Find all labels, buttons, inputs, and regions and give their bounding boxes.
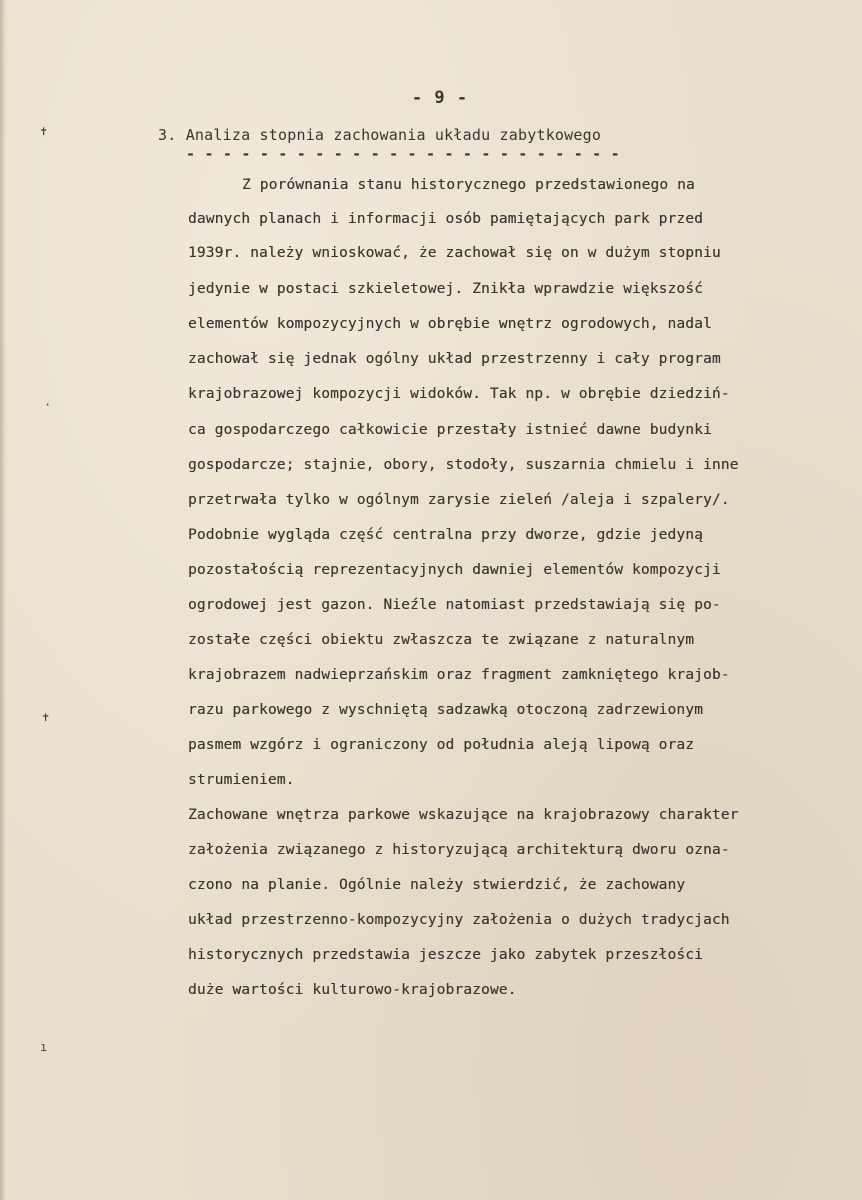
text-line: strumieniem. [188,772,295,788]
text-line: historycznych przedstawia jeszcze jako zabytek przeszłości [188,947,704,963]
text-line: przetrwała tylko w ogólnym zarysie zieleń /aleja i szpalery/. [188,492,730,508]
binding-hole-mark-icon: ✝ [40,124,48,138]
text-line: dawnych planach i informacji osób pamiętających park przed [188,211,704,227]
text-line: elementów kompozycyjnych w obrębie wnętrz ogrodowych, nadal [188,316,712,332]
text-line: zostałe części obiektu zwłaszcza te związane z naturalnym [188,632,695,648]
text-line: założenia związanego z historyzującą architekturą dworu ozna- [188,842,730,858]
text-line: krajobrazem nadwieprzańskim oraz fragment zamkniętego krajob- [188,667,730,683]
text-line: pasmem wzgórz i ograniczony od południa aleją lipową oraz [188,737,695,753]
text-line: 1939r. należy wnioskować, że zachował się on w dużym stopniu [188,245,721,261]
text-line: układ przestrzenno-kompozycyjny założenia o dużych tradycjach [188,912,730,928]
text-line: jedynie w postaci szkieletowej. Znikła wprawdzie większość [188,281,704,297]
text-line: gospodarcze; stajnie, obory, stodoły, suszarnia chmielu i inne [188,457,739,473]
text-line: pozostałością reprezentacyjnych dawniej elementów kompozycji [188,562,721,578]
binding-hole-mark-icon: · [44,398,52,412]
text-line: ogrodowej jest gazon. Nieźle natomiast przedstawiają się po- [188,597,721,613]
heading-underline: - - - - - - - - - - - - - - - - - - - - - - - - [186,145,620,163]
text-line: czono na planie. Ogólnie należy stwierdzić, że zachowany [188,877,686,893]
page-edge-shadow [0,0,6,1200]
text-line: razu parkowego z wyschniętą sadzawką otoczoną zadrzewionym [188,702,704,718]
text-line: duże wartości kulturowo-krajobrazowe. [188,982,517,998]
binding-hole-mark-icon: ı [40,1040,48,1054]
page-number: - 9 - [411,88,469,108]
text-line: Z porównania stanu historycznego przedstawionego na [242,177,695,193]
section-heading: 3. Analiza stopnia zachowania układu zabytkowego [158,126,602,144]
text-line: krajobrazowej kompozycji widoków. Tak np. w obrębie dziedziń- [188,386,730,402]
text-line: ca gospodarczego całkowicie przestały istnieć dawne budynki [188,422,712,438]
text-line: zachował się jednak ogólny układ przestrzenny i cały program [188,351,721,367]
text-line: Podobnie wygląda część centralna przy dworze, gdzie jedyną [188,527,704,543]
binding-hole-mark-icon: ✝ [42,710,50,724]
text-line: Zachowane wnętrza parkowe wskazujące na krajobrazowy charakter [188,807,739,823]
